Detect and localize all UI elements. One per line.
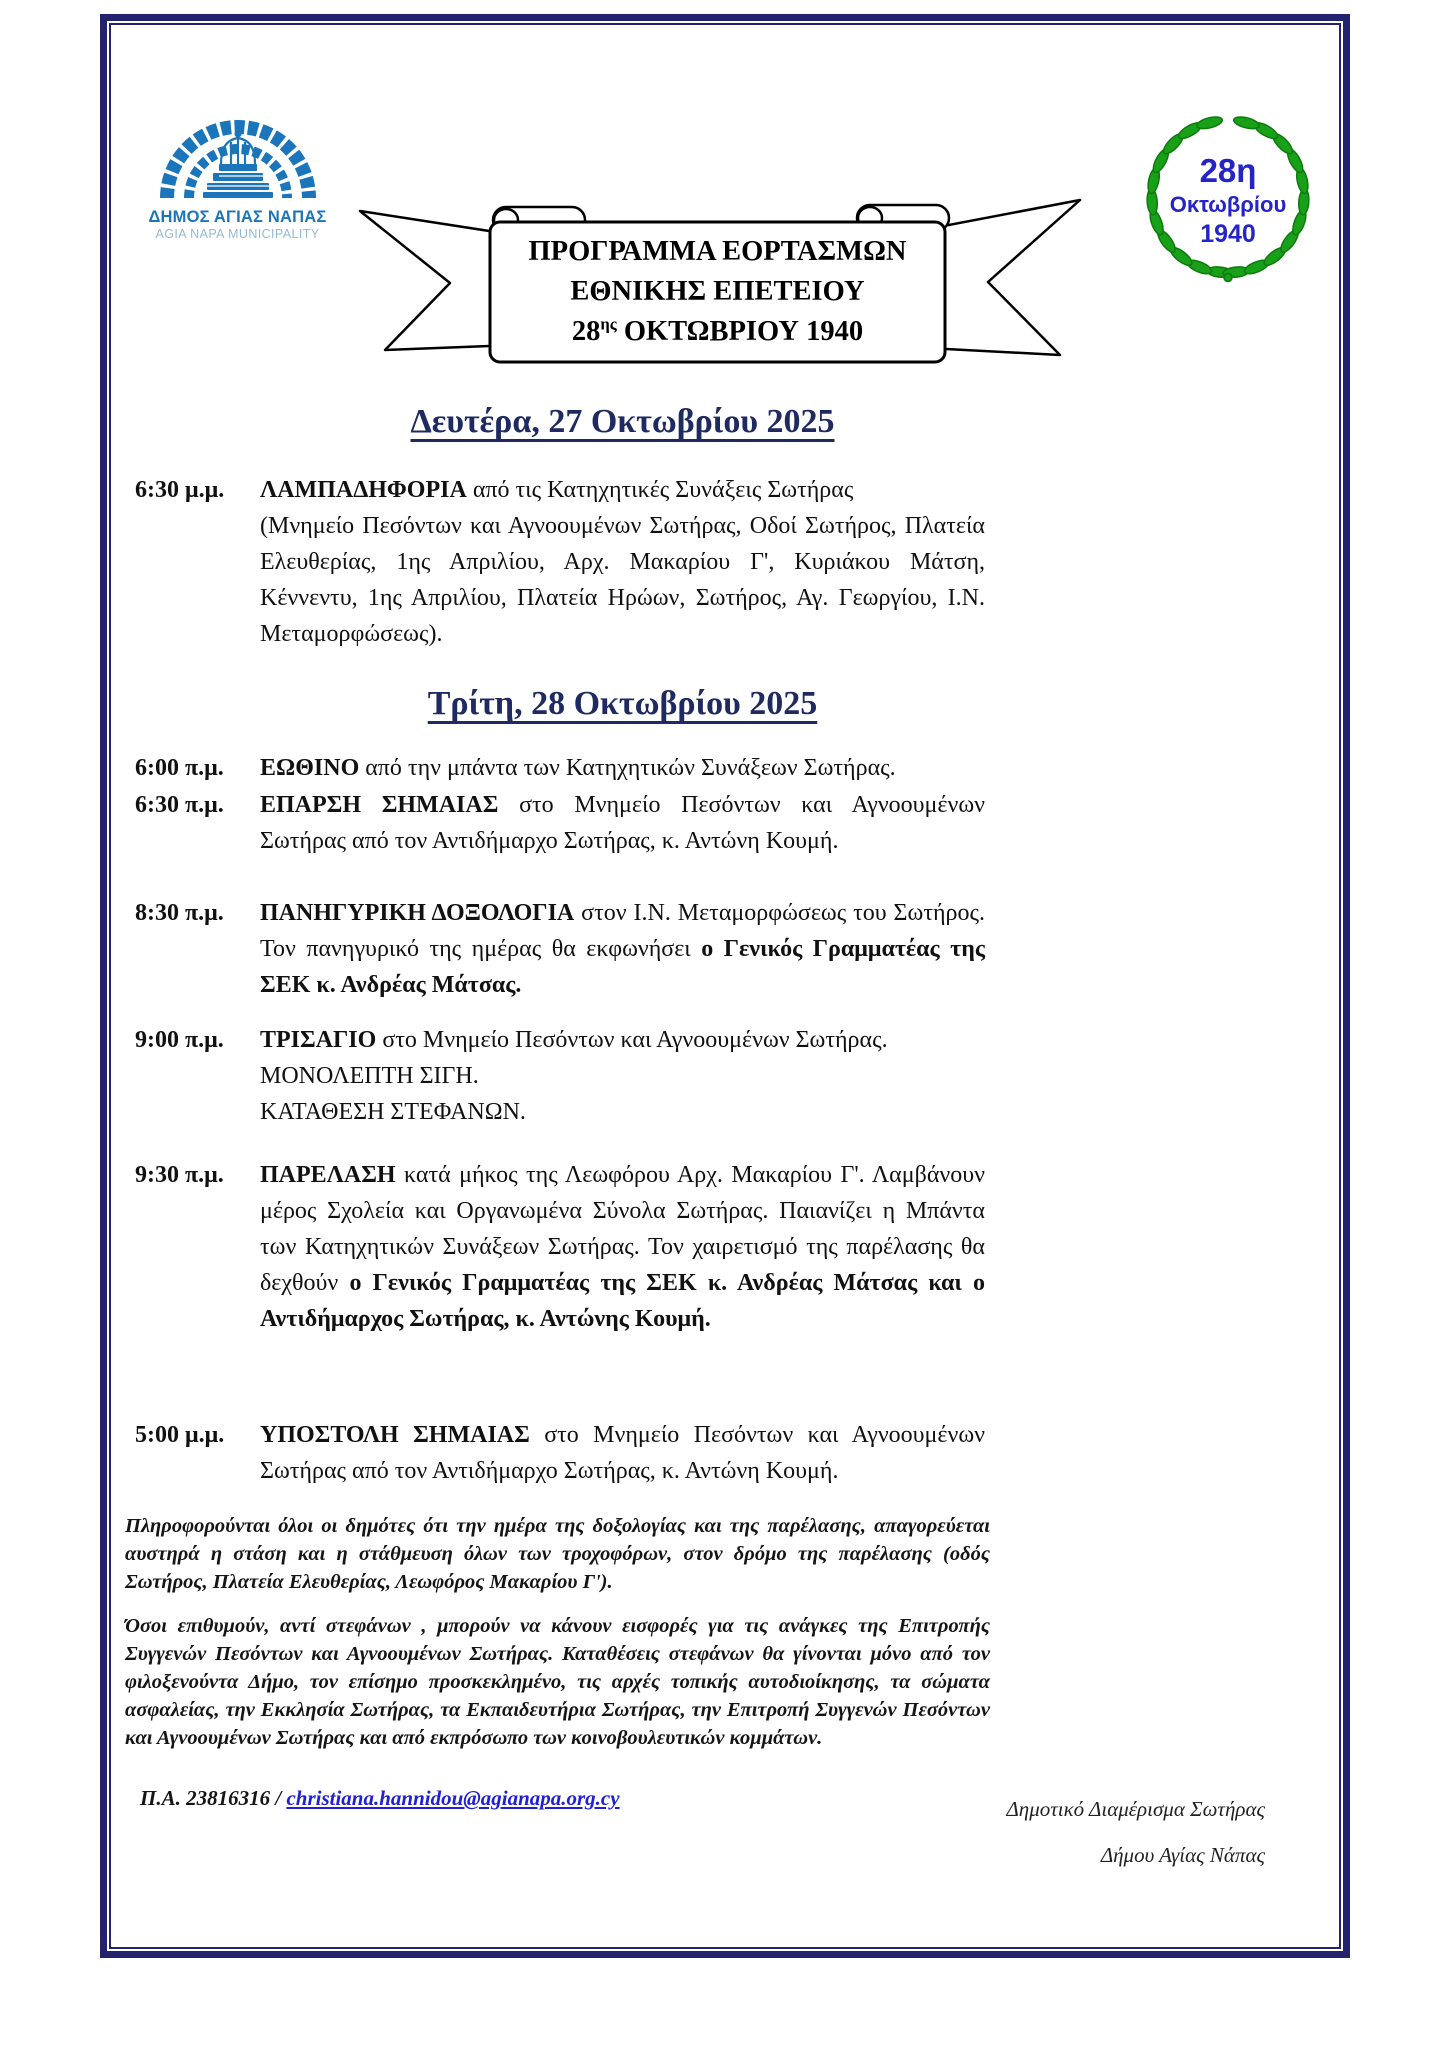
wreath-donations-notice: Όσοι επιθυμούν, αντί στεφάνων , μπορούν να κάνουν εισφορές για τις ανάγκες της Επιτροπής Συγγενών Πεσόντων και Αγνοουμένων Σωτήρας. Καταθέσεις στεφάνων θα γίνονται μόνο από τον φιλοξενούντα Δήμο, τον επίσημο προσκεκλημένο, τις αρχές τοπικής αυτοδιοίκησης, τα σώματα ασφαλείας, την Εκκλησία Σωτήρας, τα Εκπαιδευτήρια Σωτήρας, την Επιτροπή Συγγενών Πεσόντων και Αγνοουμένων Σωτήρας και από εκπρόσωπο των κοινοβουλευτικών κομμάτων.	[125, 1615, 990, 1749]
signature-line2: Δήμου Αγίας Νάπας	[1100, 1843, 1265, 1867]
contact-phone: Π.Α. 23816316 /	[140, 1786, 287, 1810]
schedule-row-lampadiforia	[135, 472, 985, 652]
event-subline: ΜΟΝΟΛΕΠΤΗ ΣΙΓΗ.	[260, 1063, 479, 1089]
event-subline: ΚΑΤΑΘΕΣΗ ΣΤΕΦΑΝΩΝ.	[260, 1099, 526, 1125]
event-time: 9:00 π.μ.	[135, 1027, 224, 1053]
wreath-line2: Οκτωβρίου	[1169, 191, 1287, 217]
wreath-line3: 1940	[1200, 219, 1256, 248]
schedule-row-eparsi-simaias	[135, 787, 985, 859]
event-time: 9:30 π.μ.	[135, 1162, 224, 1188]
wreath-caption	[1128, 92, 1328, 307]
banner-title-line2: ΕΘΝΙΚΗΣ ΕΠΕΤΕΙΟΥ	[570, 276, 865, 307]
event-description: ΤΡΙΣΑΓΙΟ στο Μνημείο Πεσόντων και Αγνοουμένων Σωτήρας. ΜΟΝΟΛΕΠΤΗ ΣΙΓΗ. ΚΑΤΑΘΕΣΗ ΣΤΕΦΑΝΩΝ.	[260, 1022, 985, 1130]
monday-heading: Δευτέρα, 27 Οκτωβρίου 2025	[410, 403, 835, 440]
municipality-name-greek: ΔΗΜΟΣ ΑΓΙΑΣ ΝΑΠΑΣ	[148, 208, 327, 226]
municipality-name-english: AGIA NAPA MUNICIPALITY	[155, 227, 320, 241]
schedule-row-eothino	[135, 750, 985, 786]
event-description: ΠΑΝΗΓΥΡΙΚΗ ΔΟΞΟΛΟΓΙΑ στον Ι.Ν. Μεταμορφώσεως του Σωτήρος. Τον πανηγυρικό της ημέρας θα εκφωνήσει ο Γενικός Γραμματέας της ΣΕΚ κ. Ανδρέας Μάτσας.	[260, 900, 986, 998]
banner-title-line3: $28^{\eta\varsigma}$ ΟΚΤΩΒΡΙΟΥ 1940	[571, 314, 864, 347]
event-time: 8:30 π.μ.	[135, 900, 224, 926]
event-time: 6:00 π.μ.	[135, 755, 224, 781]
event-description: ΛΑΜΠΑΔΗΦΟΡΙΑ από τις Κατηχητικές Συνάξεις Σωτήρας (Μνημείο Πεσόντων και Αγνοουμένων Σωτήρας, Οδοί Σωτήρος, Πλατεία Ελευθερίας, 1ης Απριλίου, Αρχ. Μακαρίου Γ', Κυριάκου Μάτση, Κέννεντυ, 1ης Απριλίου, Πλατεία Ηρώων, Σωτήρος, Αγ. Γεωργίου, Ι.Ν. Μεταμορφώσεως).	[260, 477, 985, 647]
banner-title	[490, 222, 945, 362]
event-description: ΠΑΡΕΛΑΣΗ κατά μήκος της Λεωφόρου Αρχ. Μακαρίου Γ'. Λαμβάνουν μέρος Σχολεία και Οργανωμένα Σύνολα Σωτήρας. Παιανίζει η Μπάντα των Κατηχητικών Συνάξεων Σωτήρας. Τον χαιρετισμό της παρέλασης θα δεχθούν ο Γενικός Γραμματέας της ΣΕΚ κ. Ανδρέας Μάτσας και ο Αντιδήμαρχος Σωτήρας, κ. Αντώνης Κουμή.	[260, 1162, 985, 1332]
banner-title-line1: ΠΡΟΓΡΑΜΜΑ ΕΟΡΤΑΣΜΩΝ	[528, 236, 907, 267]
schedule-row-doxologia	[135, 895, 985, 1003]
event-time: 6:30 μ.μ.	[135, 477, 225, 503]
event-description: ΕΩΘΙΝΟ από την μπάντα των Κατηχητικών Συνάξεων Σωτήρας.	[260, 755, 896, 781]
event-time: 5:00 μ.μ.	[135, 1422, 225, 1448]
traffic-notice: Πληροφορούνται όλοι οι δημότες ότι την ημέρα της δοξολογίας και της παρέλασης, απαγορεύεται αυστηρά η στάση και η στάθμευση όλων των τροχοφόρων, στον δρόμο της παρέλασης (οδός Σωτήρος, Πλατεία Ελευθερίας, Λεωφόρος Μακαρίου Γ').	[125, 1515, 990, 1593]
wreath-emblem	[1128, 92, 1328, 307]
contact-line	[140, 1786, 620, 1811]
tuesday-heading: Τρίτη, 28 Οκτωβρίου 2025	[427, 685, 818, 722]
schedule-row-parelasi	[135, 1157, 985, 1337]
ribbon-banner	[285, 195, 1100, 380]
contact-email-link[interactable]: christiana.hannidou@agianapa.org.cy	[286, 1786, 620, 1810]
event-description: ΕΠΑΡΣΗ ΣΗΜΑΙΑΣ στο Μνημείο Πεσόντων και Αγνοουμένων Σωτήρας από τον Αντιδήμαρχο Σωτήρας, κ. Αντώνη Κουμή.	[260, 792, 985, 854]
wreath-line1: 28η	[1199, 151, 1257, 189]
schedule-row-ypostoli-simaias	[135, 1417, 985, 1489]
event-description: ΥΠΟΣΤΟΛΗ ΣΗΜΑΙΑΣ στο Μνημείο Πεσόντων και Αγνοουμένων Σωτήρας από τον Αντιδήμαρχο Σωτήρας, κ. Αντώνη Κουμή.	[260, 1422, 985, 1484]
signature-block	[1006, 1786, 1265, 1878]
event-time: 6:30 π.μ.	[135, 792, 224, 818]
schedule-row-trisagio	[135, 1022, 985, 1130]
signature-line1: Δημοτικό Διαμέρισμα Σωτήρας	[1006, 1797, 1265, 1821]
